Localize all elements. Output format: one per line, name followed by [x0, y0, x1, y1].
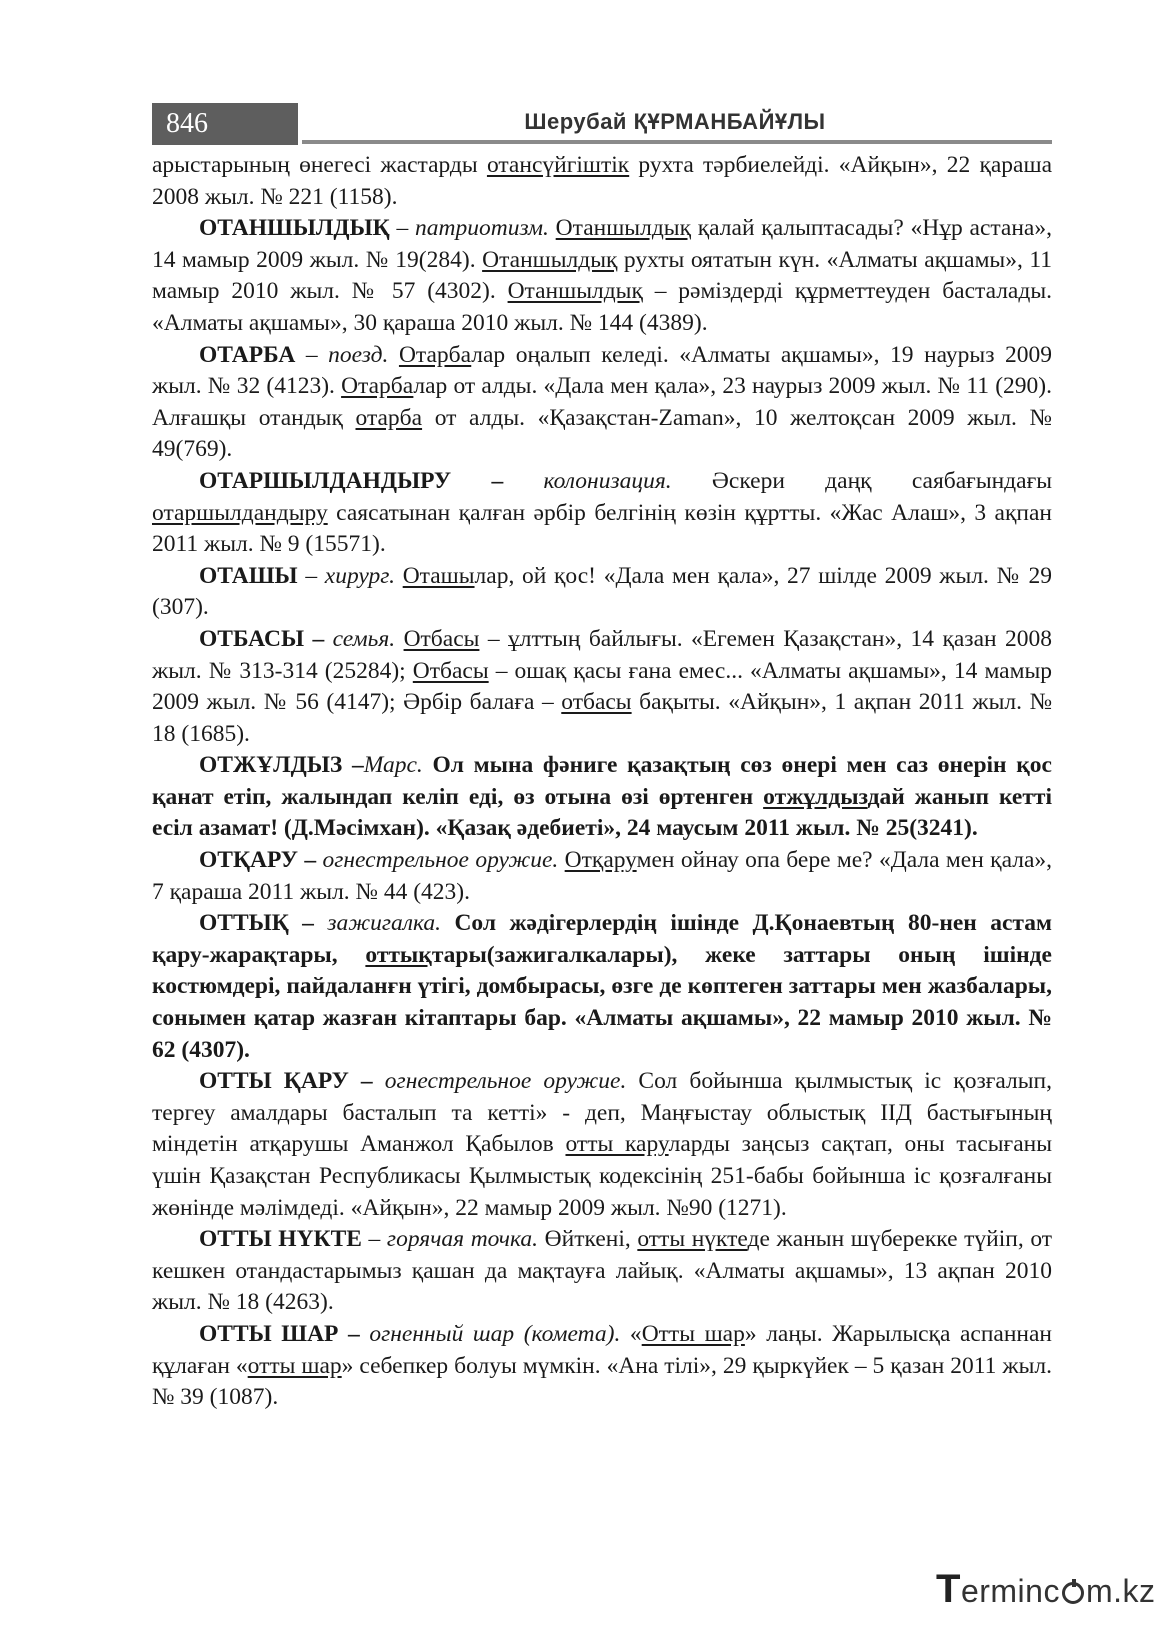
- entry-text: [360, 1321, 370, 1347]
- translation: горячая точка.: [386, 1226, 539, 1253]
- usage-term: Отаншылдық: [555, 215, 691, 242]
- entry-text: – рәміздерді құрметтеуден басталады. «Алматы ақшамы», 30 қараша 2010 жыл. № 144 (4389).: [152, 278, 1052, 336]
- translation: хирург.: [324, 562, 395, 589]
- entry-text: [388, 342, 399, 368]
- entry-text: рухта тәрбиелейді. «Айқын», 22 қараша 2008 жыл. № 221 (1158).: [152, 152, 1053, 210]
- entry-text: –: [389, 215, 415, 242]
- entry-text: – ұлттың байлығы. «Егемен Қазақстан», 14 қазан 2008 жыл. № 313-314 (25284);: [152, 625, 1053, 684]
- entry-text: [373, 1068, 385, 1094]
- translation: Марс.: [363, 752, 423, 779]
- entry-text: ларды заңсыз сақтап, оны тасығаны үшін Қазақстан Республикасы Қылмыстық кодексінің 251-бабы бойынша іс қозғалғаны жөнінде мәлімдеді. «Айқын», 22 мамыр 2009 жыл. №90 (1271).: [152, 1131, 1052, 1221]
- dictionary-entry: [152, 624, 1052, 750]
- usage-term: отансүйгіштік: [486, 152, 630, 178]
- usage-term: отбасы: [561, 689, 632, 716]
- dictionary-entry: [152, 750, 1052, 845]
- entry-text: –: [295, 341, 329, 368]
- headword: ОТТЫ ШАР –: [199, 1320, 360, 1347]
- translation: зажигалка.: [327, 910, 442, 937]
- usage-term: оттық: [365, 941, 432, 968]
- entry-text: «: [620, 1320, 642, 1347]
- usage-term: отты шар: [247, 1352, 342, 1379]
- running-head-author: Шерубай ҚҰРМАНБАЙҰЛЫ: [524, 109, 826, 134]
- headword: ОТҚАРУ –: [199, 847, 317, 874]
- entry-text: лар оңалып келеді. «Алматы ақшамы», 19 наурыз 2009 жыл. № 32 (4123).: [152, 341, 1053, 400]
- usage-term: Отарба: [341, 373, 414, 400]
- headword: ОТТЫҚ –: [199, 910, 314, 937]
- running-header: [152, 103, 1052, 145]
- entry-text: Ол мына фәниге қазақтың сөз өнері мен саз өнерін қос қанат етіп, жалындап келіп еді, өз отына өзі өртенген: [152, 752, 1052, 810]
- entry-text: [314, 910, 327, 936]
- entry-text: от алды. «Қазақстан-Zaman», 10 желтоқсан 2009 жыл. № 49(769).: [152, 404, 1052, 463]
- usage-term: Оташы: [402, 562, 475, 589]
- usage-term: Отқару: [564, 847, 637, 874]
- translation: огненный шар (комета).: [369, 1320, 621, 1347]
- entry-text: [324, 626, 332, 652]
- headword: ОТАРШЫЛДАНДЫРУ –: [199, 467, 504, 494]
- watermark-text-a: erminc: [960, 1573, 1060, 1609]
- entry-text: Сол бойынша қылмыстық іс қозғалып, тергеу амалдары басталып та кетті» - деп, Маңғыстау облыстық ІІД бастығының міндетін атқарушы Аманжол Қабылов: [152, 1068, 1052, 1158]
- entry-text: – ошақ қасы ғана емес... «Алматы ақшамы», 14 мамыр 2009 жыл. № 56 (4147); Әрбір балаға –: [152, 657, 1052, 716]
- translation: семья.: [332, 625, 396, 652]
- watermark-letter: T: [936, 1567, 961, 1611]
- dictionary-entry: [152, 845, 1052, 908]
- entry-text: Сол жәдігерлердің ішінде Д.Қонаевтың 80-нен астам қару-жарақтары,: [152, 910, 1053, 968]
- usage-term: Отбасы: [412, 657, 489, 684]
- entry-text: қалай қалыптасады? «Нұр астана», 14 мамыр 2009 жыл. № 19(284).: [152, 215, 1052, 273]
- entry-text: [395, 563, 403, 589]
- entry-text: [503, 468, 543, 494]
- usage-term: Отарба: [398, 341, 472, 368]
- entry-text: саясатынан қалған әрбір белгінің көзін құртты. «Жас Алаш», 3 ақпан 2011 жыл. № 9 (15571).: [152, 499, 1052, 558]
- usage-term: отты кару: [565, 1131, 669, 1158]
- entry-text: мен ойнау опа бере ме? «Дала мен қала», 7 қараша 2011 жыл. № 44 (423).: [152, 847, 1053, 905]
- translation: колонизация.: [543, 467, 672, 494]
- dictionary-body: [152, 150, 1052, 1414]
- continued-paragraph: [152, 150, 1052, 213]
- headword: ОТЖҰЛДЫЗ –: [199, 752, 364, 779]
- translation: патриотизм.: [415, 215, 549, 242]
- usage-term: отаршылдандыру: [152, 499, 328, 526]
- entry-text: лар от алды. «Дала мен қала», 23 наурыз 2009 жыл. № 11 (290). Алғашқы отандық: [152, 373, 1053, 431]
- power-ring-icon: [1062, 1582, 1084, 1604]
- entry-text: арыстарының өнегесі жастарды: [152, 152, 487, 178]
- entry-text: лар, ой қос! «Дала мен қала», 27 шілде 2009 жыл. № 29 (307).: [152, 562, 1053, 621]
- entry-text: бақыты. «Айқын», 1 ақпан 2011 жыл. № 18 (1685).: [152, 689, 1052, 747]
- entry-text: де жанын шүберекке түйіп, от кешкен отандастарымыз қашан да мақтауға лайық. «Алматы ақшамы», 13 ақпан 2010 жыл. № 18 (4263).: [152, 1226, 1053, 1316]
- entry-text: –: [361, 1226, 387, 1253]
- entry-text: » лаңы. Жарылысқа аспаннан құлаған «: [152, 1320, 1053, 1379]
- termincom-watermark: [936, 1567, 1156, 1611]
- translation: огнестрельное оружие.: [384, 1068, 627, 1095]
- dictionary-entry: [152, 1319, 1052, 1414]
- dictionary-entry: [152, 1066, 1052, 1224]
- usage-term: отты нүкте: [637, 1226, 748, 1253]
- entry-text: –: [297, 562, 325, 589]
- usage-term: Отбасы: [403, 625, 480, 652]
- entry-text: [549, 215, 556, 241]
- usage-term: Отаншылдық: [507, 278, 643, 305]
- watermark-text-b: m.kz: [1085, 1573, 1156, 1609]
- headword: ОТАНШЫЛДЫҚ: [199, 215, 390, 242]
- translation: поезд.: [328, 341, 389, 368]
- usage-term: отжұлдыз: [763, 783, 868, 810]
- entry-text: [395, 626, 403, 652]
- entry-text: Әскери даңқ саябағындағы: [671, 467, 1052, 494]
- dictionary-entry: [152, 561, 1052, 624]
- entry-text: рухты оятатын күн. «Алматы ақшамы», 11 мамыр 2010 жыл. № 57 (4302).: [152, 246, 1052, 305]
- dictionary-entry: [152, 908, 1052, 1066]
- headword: ОТАШЫ: [199, 562, 298, 589]
- usage-term: отарба: [355, 404, 423, 431]
- translation: огнестрельное оружие.: [322, 847, 559, 874]
- entry-text: дай жанып кетті есіл азамат! (Д.Мәсімхан). «Қазақ әдебиеті», 24 маусым 2011 жыл. № 25(3241).: [152, 783, 1052, 842]
- headword: ОТБАСЫ –: [199, 625, 325, 652]
- entry-text: Өйткені,: [538, 1226, 638, 1253]
- dictionary-entry: [152, 340, 1052, 466]
- headword: ОТТЫ ҚАРУ –: [199, 1068, 373, 1095]
- headword: ОТТЫ НҮКТЕ: [199, 1226, 362, 1253]
- page-number: 846: [152, 103, 298, 145]
- dictionary-entry: [152, 1224, 1052, 1319]
- entry-text: » себепкер болуы мүмкін. «Ана тілі», 29 қыркүйек – 5 қазан 2011 жыл. № 39 (1087).: [152, 1352, 1052, 1411]
- dictionary-entry: [152, 213, 1052, 339]
- usage-term: Отаншылдық: [482, 246, 618, 273]
- dictionary-entry: [152, 466, 1052, 561]
- headword: ОТАРБА: [199, 341, 296, 368]
- usage-term: Отты шар: [641, 1320, 745, 1347]
- header-rule: [302, 140, 1052, 144]
- entry-text: тары(зажигалкалары), жеке заттары оның ішінде костюмдері, пайдаланғн үтігі, домбырасы, өзге де көптеген заттары мен жазбалары, сонымен қатар жазған кітаптары бар. «Алматы ақшамы», 22 мамыр 2010 жыл. № 62 (4307).: [152, 941, 1052, 1063]
